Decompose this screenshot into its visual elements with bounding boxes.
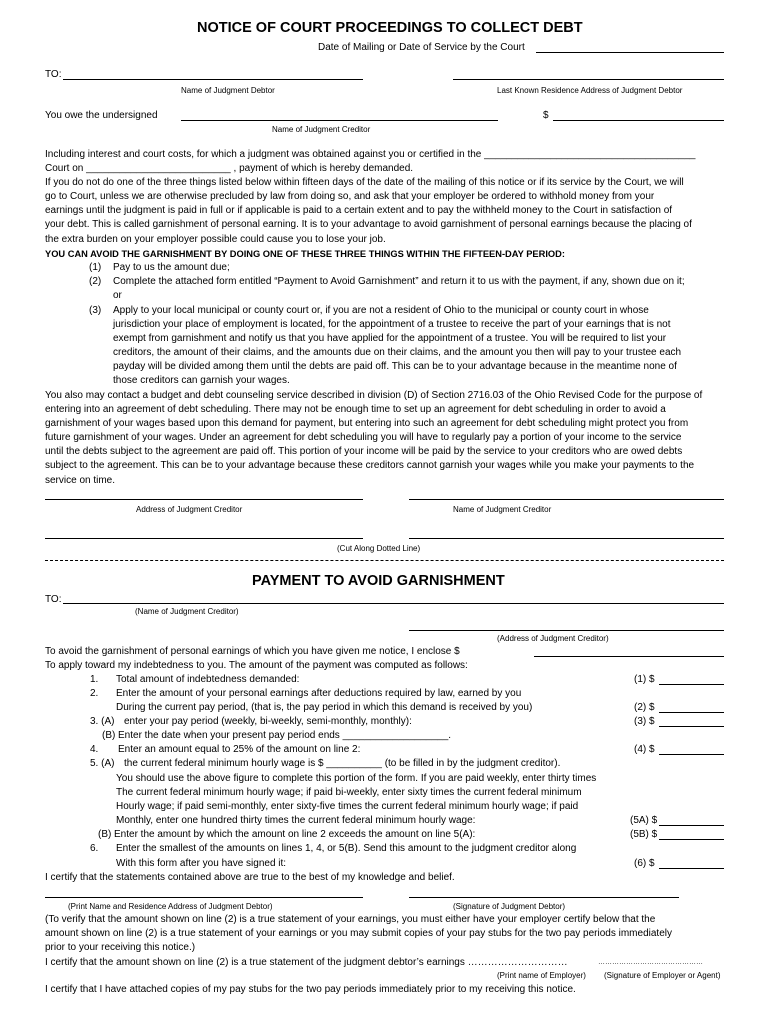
option-1-text: Pay to us the amount due; — [113, 262, 230, 273]
budget-line: entering into an agreement of debt scheduling. There may not be enough time to set up an agreement for debt scheduling in order to avoid a — [45, 404, 666, 416]
owe-label: You owe the undersigned — [45, 110, 158, 121]
option-3-line: exempt from garnishment and notify us that you have applied for the appointment of a trustee. You will be required to list your — [113, 333, 667, 345]
item-3b-num: (B) — [102, 730, 116, 741]
creditor-address-field-3[interactable] — [409, 538, 724, 539]
item-5a-line5: Monthly, enter one hundred thirty times the current federal minimum hourly wage: — [116, 815, 476, 826]
item-5b-text: Enter the amount by which the amount on line 2 exceeds the amount on line 5(A): — [114, 829, 476, 840]
item-4-text: Enter an amount equal to 25% of the amount on line 2: — [118, 744, 361, 755]
option-3-line: Apply to your local municipal or county court or, if you are not a resident of Ohio to the municipal or county court in whose — [113, 305, 649, 316]
item-4-ref: (4) $ — [634, 744, 655, 755]
item-5a-line2: You should use the above figure to complete this portion of the form. If you are paid weekly, enter thirty times — [116, 773, 597, 784]
payment-creditor-address-field[interactable] — [409, 630, 724, 631]
item-5a-line3: The current federal minimum hourly wage; if paid bi-weekly, enter sixty times the current federal minimum — [116, 787, 582, 798]
debtor-name-caption: Name of Judgment Debtor — [181, 86, 275, 95]
debtor-signature-field[interactable] — [409, 897, 679, 898]
paystub-certify-line: I certify that I have attached copies of my pay stubs for the two pay periods immediately prior to my receiving this notice. — [45, 984, 576, 995]
option-3-line: payday will be divided among them until the debts are paid off. This can be to your advantage because in the meantime none of — [113, 361, 677, 373]
debtor-signature-caption: (Signature of Judgment Debtor) — [453, 902, 566, 911]
creditor-address-field[interactable] — [45, 499, 363, 500]
apply-line: To apply toward my indebtedness to you. The amount of the payment was computed as follows: — [45, 660, 468, 671]
option-3-num: (3) — [89, 305, 102, 316]
body-line: Including interest and court costs, for which a judgment was obtained against you or certified in the ______________________________________ — [45, 149, 696, 160]
item-6-ref: (6) $ — [634, 858, 655, 869]
payment-creditor-address-caption: (Address of Judgment Creditor) — [497, 634, 609, 643]
verify-line: prior to your receiving this notice.) — [45, 942, 196, 954]
budget-line: until the debts subject to the agreement are paid off. This portion of your income will be paid by the service to your creditors who are owed debts — [45, 446, 683, 458]
budget-line: service on time. — [45, 474, 116, 486]
debtor-name-field[interactable] — [63, 79, 363, 80]
body-line: your debt. This is called garnishment of personal earning. It is to your advantage to avoid garnishment of personal earnings because the placing of — [45, 219, 692, 231]
budget-line: future garnishment of your wages. Under an agreement for debt scheduling you will have to regularly pay a portion of your income to the service — [45, 432, 682, 444]
avoid-garnishment-heading: YOU CAN AVOID THE GARNISHMENT BY DOING ONE OF THESE THREE THINGS WITHIN THE FIFTEEN-DAY PERIOD: — [45, 248, 565, 259]
item-3a-num: 3. (A) — [90, 716, 115, 727]
item-6-text: Enter the smallest of the amounts on lines 1, 4, or 5(B). Send this amount to the judgment creditor along — [116, 843, 577, 854]
employer-signature-caption: (Signature of Employer or Agent) — [604, 971, 721, 980]
budget-line: garnishment of your wages based upon this demand for payment, but entering into such an agreement for debt scheduling might protect you from — [45, 418, 689, 430]
creditor-name-field-2[interactable] — [409, 499, 724, 500]
item-3b-text: Enter the date when your present pay period ends ___________________. — [118, 730, 452, 741]
payment-to-label: TO: — [45, 594, 62, 605]
option-3-line: creditors, the amount of their claims, and the amounts due on their claims, and the amount you then will pay to your trustee each — [113, 347, 682, 359]
debtor-address-caption: Last Known Residence Address of Judgment Debtor — [497, 86, 683, 95]
notice-title: NOTICE OF COURT PROCEEDINGS TO COLLECT DEBT — [197, 20, 583, 36]
item-5b-ref: (5B) $ — [630, 829, 658, 840]
body-line: If you do not do one of the three things listed below within fifteen days of the date of the mailing of this notice or if its service by the Court, we will — [45, 177, 684, 189]
payment-creditor-name-field[interactable] — [63, 603, 724, 604]
option-2-text — [113, 275, 685, 303]
option-2-line: or — [113, 290, 122, 302]
verify-line: (To verify that the amount shown on line (2) is a true statement of your earnings, you must either have your employer certify below that the — [45, 914, 656, 925]
item-2-num: 2. — [90, 688, 99, 699]
verify-line: amount shown on line (2) is a true statement of your earnings or you may submit copies of your pay stubs for the two pay periods immediately — [45, 928, 672, 940]
line-5a-field[interactable] — [659, 825, 724, 826]
item-3a-text: enter your pay period (weekly, bi-weekly, semi-monthly, monthly): — [124, 716, 412, 727]
line-5b-field[interactable] — [659, 839, 724, 840]
line-6-field[interactable] — [659, 868, 724, 869]
cut-label: (Cut Along Dotted Line) — [337, 544, 421, 553]
item-1-ref: (1) $ — [634, 674, 655, 685]
line-3-field[interactable] — [659, 726, 724, 727]
item-2b-text: During the current pay period, (that is, the pay period in which this demand is received by you) — [116, 702, 533, 713]
budget-line: subject to the agreement. This can be to your advantage because these creditors cannot garnish your wages while you make your payments to the — [45, 460, 695, 472]
verify-paragraph — [45, 913, 672, 955]
creditor-address-field-2[interactable] — [45, 538, 363, 539]
creditor-address-caption: Address of Judgment Creditor — [136, 505, 243, 514]
option-2-num: (2) — [89, 276, 102, 287]
payment-title: PAYMENT TO AVOID GARNISHMENT — [252, 573, 505, 589]
body-line: go to Court, unless we are otherwise precluded by law from doing so, and ask that your employer be ordered to withhold money from your — [45, 191, 655, 203]
body-line: the extra burden on your employer possible could cause you to lose your job. — [45, 233, 386, 245]
option-3-line: jurisdiction your place of employment is located, for the appointment of a trustee to receive the part of your earnings that is not — [113, 319, 671, 331]
budget-paragraph — [45, 389, 702, 488]
amount-owed-field[interactable] — [553, 120, 724, 121]
line-1-field[interactable] — [659, 684, 724, 685]
notice-body-paragraph — [45, 148, 695, 261]
print-name-caption: (Print Name and Residence Address of Judgment Debtor) — [68, 902, 273, 911]
budget-line: You also may contact a budget and debt counseling service described in division (D) of Section 2716.03 of the Ohio Revised Code for the purpose of — [45, 390, 703, 401]
item-5a-ref: (5A) $ — [630, 815, 658, 826]
item-6-num: 6. — [90, 843, 99, 854]
creditor-name-caption-2: Name of Judgment Creditor — [453, 505, 552, 514]
option-3-line: those creditors can garnish your wages. — [113, 375, 290, 387]
item-5a-text: the current federal minimum hourly wage is $ __________ (to be filled in by the judgment creditor). — [124, 758, 561, 769]
date-of-mailing-field[interactable] — [536, 52, 724, 53]
certify-line: I certify that the statements contained above are true to the best of my knowledge and belief. — [45, 872, 455, 883]
item-1-num: 1. — [90, 674, 99, 685]
item-6-line2: With this form after you have signed it: — [116, 858, 287, 869]
item-2-ref: (2) $ — [634, 702, 655, 713]
employer-signature-dots[interactable]: ……………………………………… — [598, 959, 703, 966]
enclose-line: To avoid the garnishment of personal earnings of which you have given me notice, I enclose $ — [45, 646, 460, 657]
creditor-name-caption: Name of Judgment Creditor — [272, 125, 371, 134]
print-employer-caption: (Print name of Employer) — [497, 971, 586, 980]
employer-certify-line: I certify that the amount shown on line (2) is a true statement of the judgment debtor’s earnings ………………………… — [45, 957, 568, 968]
item-5b-num: (B) — [98, 829, 112, 840]
dollar-sign: $ — [543, 110, 549, 121]
body-line: earnings until the judgment is paid in full or if applicable is paid to a certain extent and to pay the withheld money to the Court in satisfaction of — [45, 205, 673, 217]
item-1-text: Total amount of indebtedness demanded: — [116, 674, 300, 685]
debtor-address-field[interactable] — [453, 79, 724, 80]
item-5a-line4: Hourly wage; if paid semi-monthly, enter sixty-five times the current federal minimum hourly wage; if paid — [116, 801, 579, 812]
line-2-field[interactable] — [659, 712, 724, 713]
payment-creditor-name-caption: (Name of Judgment Creditor) — [135, 607, 239, 616]
option-2-line: Complete the attached form entitled “Payment to Avoid Garnishment” and return it to us with the payment, if any, shown due on it; — [113, 276, 685, 287]
line-4-field[interactable] — [659, 754, 724, 755]
body-line: Court on __________________________ , payment of which is hereby demanded. — [45, 163, 414, 175]
date-of-mailing-label: Date of Mailing or Date of Service by the Court — [318, 42, 525, 53]
to-label: TO: — [45, 69, 62, 80]
item-5a-num: 5. (A) — [90, 758, 115, 769]
item-4-num: 4. — [90, 744, 99, 755]
cut-dotted-line — [45, 560, 724, 561]
option-3-text — [113, 304, 681, 389]
item-3-ref: (3) $ — [634, 716, 655, 727]
enclosed-amount-field[interactable] — [534, 656, 724, 657]
option-1-num: (1) — [89, 262, 102, 273]
item-2-text: Enter the amount of your personal earnings after deductions required by law, earned by you — [116, 688, 522, 699]
print-name-field[interactable] — [45, 897, 363, 898]
creditor-name-field[interactable] — [181, 120, 498, 121]
